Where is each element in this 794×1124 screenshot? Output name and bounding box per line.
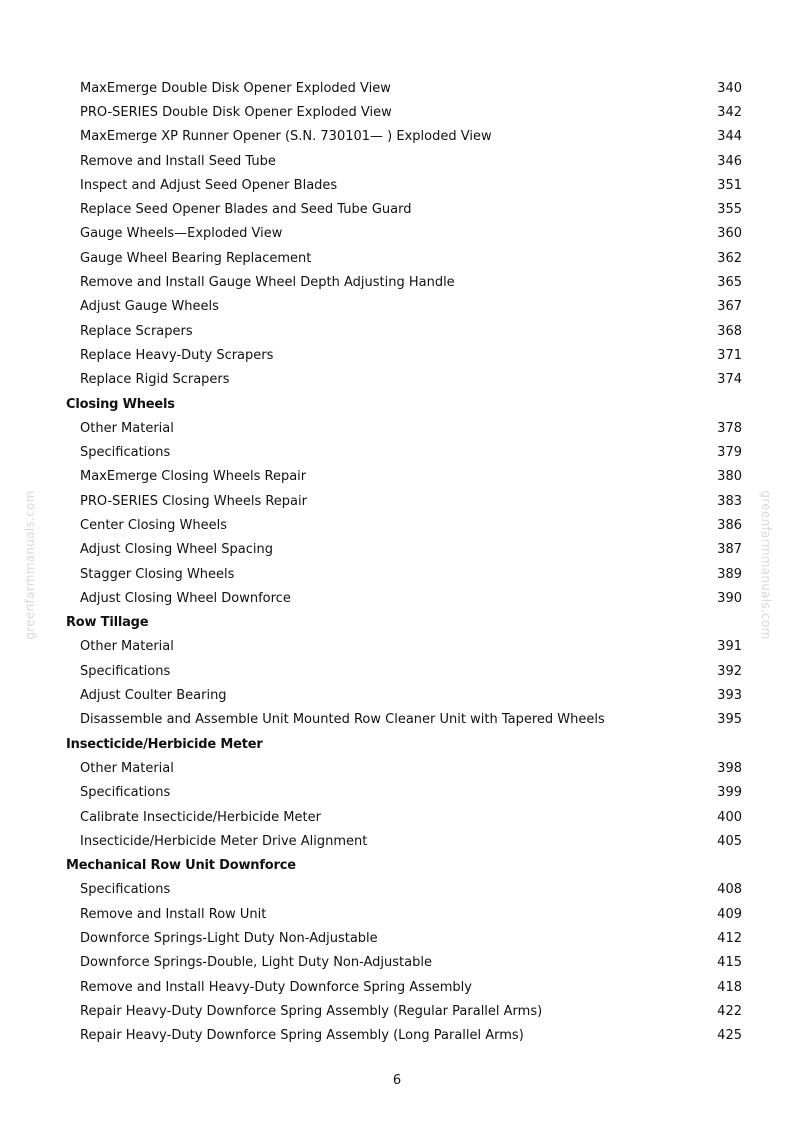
entry-title: Replace Scrapers <box>80 323 193 339</box>
entry-page-number: 342 <box>717 104 742 120</box>
entry-title: Calibrate Insecticide/Herbicide Meter <box>80 809 321 825</box>
entry-page-number: 344 <box>717 129 742 145</box>
toc-entry[interactable] <box>66 829 742 853</box>
toc-entry[interactable] <box>66 708 742 732</box>
toc-entry[interactable] <box>66 513 742 537</box>
entry-page-number: 367 <box>717 299 742 315</box>
watermark-left: greenfarmmanuals.com <box>23 490 37 640</box>
entry-title: Specifications <box>80 445 171 461</box>
entry-title: Center Closing Wheels <box>80 517 228 533</box>
toc-entry[interactable] <box>66 125 742 149</box>
toc-entry[interactable] <box>66 683 742 707</box>
table-of-contents <box>66 76 742 1048</box>
toc-entry[interactable] <box>66 149 742 173</box>
entry-page-number: 415 <box>717 955 742 971</box>
entry-title: Gauge Wheel Bearing Replacement <box>80 250 312 266</box>
entry-page-number: 362 <box>717 250 742 266</box>
toc-entry[interactable] <box>66 343 742 367</box>
entry-title: Replace Heavy-Duty Scrapers <box>80 347 274 363</box>
entry-page-number: 412 <box>717 931 742 947</box>
entry-page-number: 390 <box>717 590 742 606</box>
section-title: Mechanical Row Unit Downforce <box>66 858 296 874</box>
toc-entry[interactable] <box>66 902 742 926</box>
entry-title: Specifications <box>80 882 171 898</box>
entry-page-number: 383 <box>717 493 742 509</box>
entry-title: Adjust Closing Wheel Downforce <box>80 590 291 606</box>
toc-entry[interactable] <box>66 76 742 100</box>
entry-title: Other Material <box>80 760 174 776</box>
entry-title: Remove and Install Row Unit <box>80 906 267 922</box>
entry-page-number: 393 <box>717 688 742 704</box>
toc-entry[interactable] <box>66 538 742 562</box>
toc-section-heading <box>66 732 742 756</box>
entry-page-number: 346 <box>717 153 742 169</box>
toc-entry[interactable] <box>66 781 742 805</box>
entry-title: Inspect and Adjust Seed Opener Blades <box>80 177 338 193</box>
entry-page-number: 351 <box>717 177 742 193</box>
entry-page-number: 371 <box>717 347 742 363</box>
toc-entry[interactable] <box>66 951 742 975</box>
entry-page-number: 380 <box>717 469 742 485</box>
toc-entry[interactable] <box>66 222 742 246</box>
toc-entry[interactable] <box>66 562 742 586</box>
entry-page-number: 389 <box>717 566 742 582</box>
toc-entry[interactable] <box>66 659 742 683</box>
toc-entry[interactable] <box>66 999 742 1023</box>
section-title: Closing Wheels <box>66 396 175 412</box>
entry-page-number: 340 <box>717 80 742 96</box>
entry-title: Disassemble and Assemble Unit Mounted Row Cleaner Unit with Tapered Wheels <box>80 712 605 728</box>
entry-page-number: 387 <box>717 542 742 558</box>
entry-title: Specifications <box>80 663 171 679</box>
entry-title: Insecticide/Herbicide Meter Drive Alignment <box>80 833 368 849</box>
section-title: Insecticide/Herbicide Meter <box>66 736 263 752</box>
entry-title: Remove and Install Gauge Wheel Depth Adjusting Handle <box>80 275 455 291</box>
toc-entry[interactable] <box>66 878 742 902</box>
toc-entry[interactable] <box>66 465 742 489</box>
entry-page-number: 360 <box>717 226 742 242</box>
entry-title: PRO-SERIES Double Disk Opener Exploded View <box>80 104 392 120</box>
entry-page-number: 399 <box>717 785 742 801</box>
toc-section-heading <box>66 854 742 878</box>
toc-section-heading <box>66 611 742 635</box>
entry-title: Adjust Closing Wheel Spacing <box>80 542 273 558</box>
entry-page-number: 408 <box>717 882 742 898</box>
toc-entry[interactable] <box>66 975 742 999</box>
toc-entry[interactable] <box>66 270 742 294</box>
entry-page-number: 425 <box>717 1028 742 1044</box>
toc-entry[interactable] <box>66 805 742 829</box>
toc-entry[interactable] <box>66 416 742 440</box>
entry-title: Remove and Install Seed Tube <box>80 153 276 169</box>
entry-page-number: 365 <box>717 275 742 291</box>
toc-entry[interactable] <box>66 173 742 197</box>
entry-page-number: 374 <box>717 372 742 388</box>
entry-title: Replace Rigid Scrapers <box>80 372 230 388</box>
entry-title: MaxEmerge Closing Wheels Repair <box>80 469 307 485</box>
toc-entry[interactable] <box>66 368 742 392</box>
toc-entry[interactable] <box>66 756 742 780</box>
entry-title: Stagger Closing Wheels <box>80 566 235 582</box>
entry-page-number: 409 <box>717 906 742 922</box>
entry-page-number: 418 <box>717 979 742 995</box>
entry-title: Repair Heavy-Duty Downforce Spring Assembly (Long Parallel Arms) <box>80 1028 524 1044</box>
section-title: Row Tillage <box>66 615 149 631</box>
entry-title: Downforce Springs-Double, Light Duty Non-Adjustable <box>80 955 432 971</box>
entry-title: Repair Heavy-Duty Downforce Spring Assembly (Regular Parallel Arms) <box>80 1003 543 1019</box>
entry-page-number: 379 <box>717 445 742 461</box>
entry-page-number: 386 <box>717 517 742 533</box>
toc-entry[interactable] <box>66 586 742 610</box>
entry-title: Specifications <box>80 785 171 801</box>
entry-page-number: 405 <box>717 833 742 849</box>
entry-page-number: 392 <box>717 663 742 679</box>
entry-title: Gauge Wheels—Exploded View <box>80 226 283 242</box>
entry-page-number: 400 <box>717 809 742 825</box>
toc-entry[interactable] <box>66 100 742 124</box>
toc-entry[interactable] <box>66 319 742 343</box>
entry-title: Downforce Springs-Light Duty Non-Adjustable <box>80 931 378 947</box>
toc-entry[interactable] <box>66 197 742 221</box>
entry-title: MaxEmerge Double Disk Opener Exploded View <box>80 80 391 96</box>
toc-entry[interactable] <box>66 440 742 464</box>
entry-title: MaxEmerge XP Runner Opener (S.N. 730101— ) Exploded View <box>80 129 492 145</box>
entry-title: Remove and Install Heavy-Duty Downforce Spring Assembly <box>80 979 472 995</box>
toc-entry[interactable] <box>66 926 742 950</box>
entry-title: Adjust Gauge Wheels <box>80 299 219 315</box>
entry-title: PRO-SERIES Closing Wheels Repair <box>80 493 307 509</box>
entry-title: Adjust Coulter Bearing <box>80 688 227 704</box>
entry-title: Other Material <box>80 639 174 655</box>
toc-section-heading <box>66 392 742 416</box>
entry-title: Replace Seed Opener Blades and Seed Tube Guard <box>80 202 412 218</box>
toc-entry[interactable] <box>66 246 742 270</box>
entry-page-number: 391 <box>717 639 742 655</box>
toc-entry[interactable] <box>66 295 742 319</box>
entry-page-number: 422 <box>717 1003 742 1019</box>
entry-page-number: 378 <box>717 420 742 436</box>
entry-page-number: 398 <box>717 760 742 776</box>
toc-entry[interactable] <box>66 1024 742 1048</box>
entry-page-number: 395 <box>717 712 742 728</box>
toc-entry[interactable] <box>66 635 742 659</box>
toc-entry[interactable] <box>66 489 742 513</box>
watermark-right: greenfarmmanuals.com <box>759 490 773 640</box>
entry-title: Other Material <box>80 420 174 436</box>
entry-page-number: 368 <box>717 323 742 339</box>
page-number: 6 <box>392 1073 402 1088</box>
entry-page-number: 355 <box>717 202 742 218</box>
